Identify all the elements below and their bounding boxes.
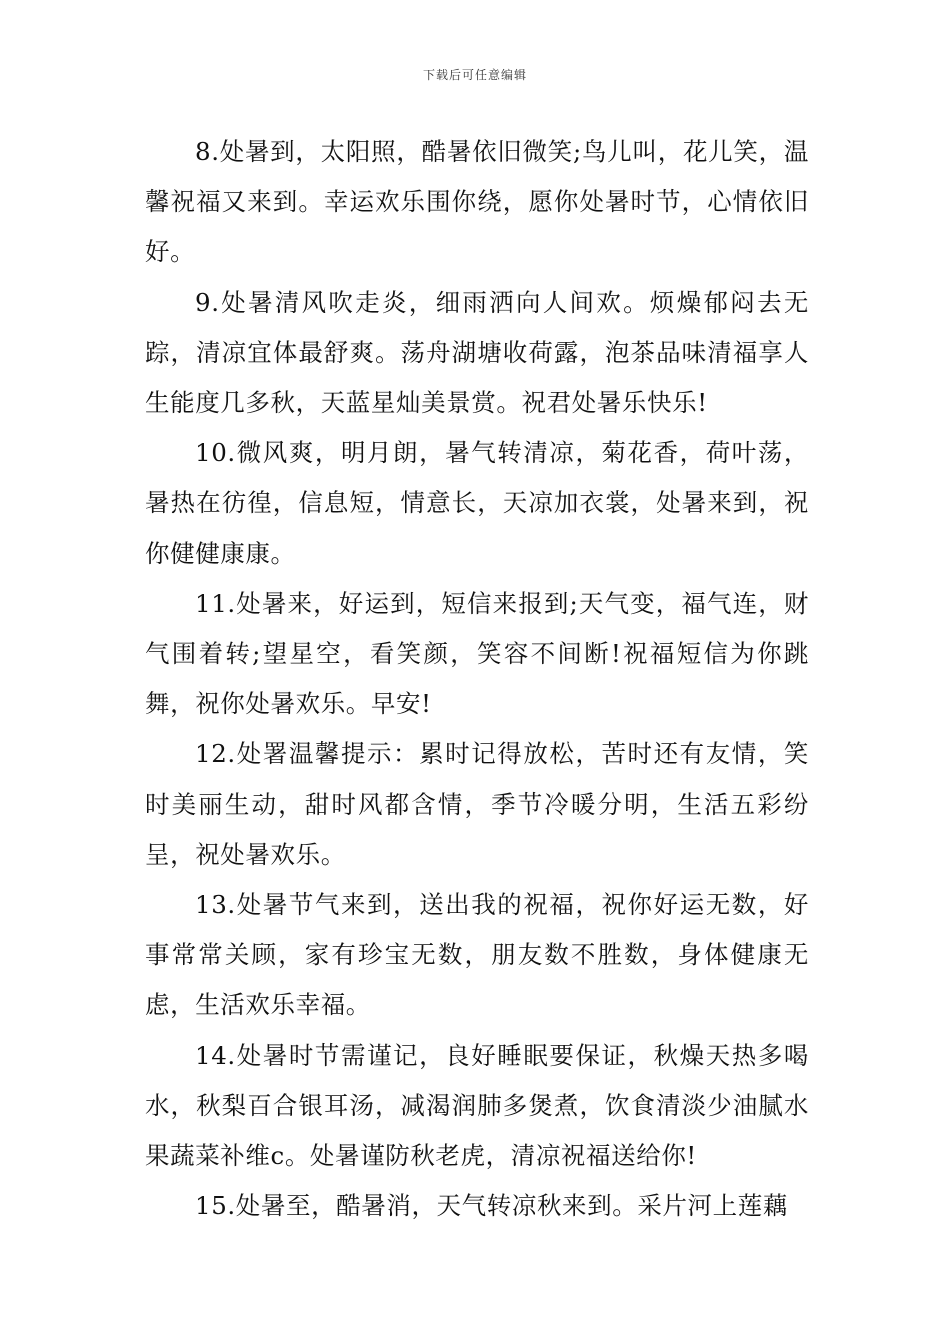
paragraph-9: 9.处暑清风吹走炎，细雨洒向人间欢。烦燥郁闷去无踪，清凉宜体最舒爽。荡舟湖塘收荷露，泡茶品味清福享人生能度几多秋，天蓝星灿美景赏。祝君处暑乐快乐! bbox=[145, 287, 809, 418]
document-body bbox=[145, 127, 809, 1231]
paragraph-13: 13.处暑节气来到，送出我的祝福，祝你好运无数，好事常常关顾，家有珍宝无数，朋友数不胜数，身体健康无虑，生活欢乐幸福。 bbox=[145, 890, 809, 1020]
page-header: 下载后可任意编辑 bbox=[422, 68, 527, 82]
paragraph-8: 8.处暑到，太阳照，酷暑依旧微笑;鸟儿叫，花儿笑，温馨祝福又来到。幸运欢乐围你绕，愿你处暑时节，心情依旧好。 bbox=[145, 137, 809, 267]
paragraph-15: 15.处暑至，酷暑消，天气转凉秋来到。采片河上莲藕 bbox=[195, 1191, 788, 1221]
paragraph-10: 10.微风爽，明月朗，暑气转清凉，菊花香，荷叶荡，暑热在彷徨，信息短，情意长，天凉加衣裳，处暑来到，祝你健健康康。 bbox=[145, 438, 809, 568]
paragraph-14: 14.处暑时节需谨记，良好睡眠要保证，秋燥天热多喝水，秋梨百合银耳汤，减渴润肺多煲煮，饮食清淡少油腻水果蔬菜补维c。处暑谨防秋老虎，清凉祝福送给你! bbox=[145, 1040, 809, 1171]
paragraph-12: 12.处署温馨提示：累时记得放松，苦时还有友情，笑时美丽生动，甜时风都含情，季节冷暖分明，生活五彩纷呈，祝处暑欢乐。 bbox=[145, 739, 809, 869]
paragraph-11: 11.处暑来，好运到，短信来报到;天气变，福气连，财气围着转;望星空，看笑颜，笑容不间断!祝福短信为你跳舞，祝你处暑欢乐。早安! bbox=[145, 588, 809, 719]
